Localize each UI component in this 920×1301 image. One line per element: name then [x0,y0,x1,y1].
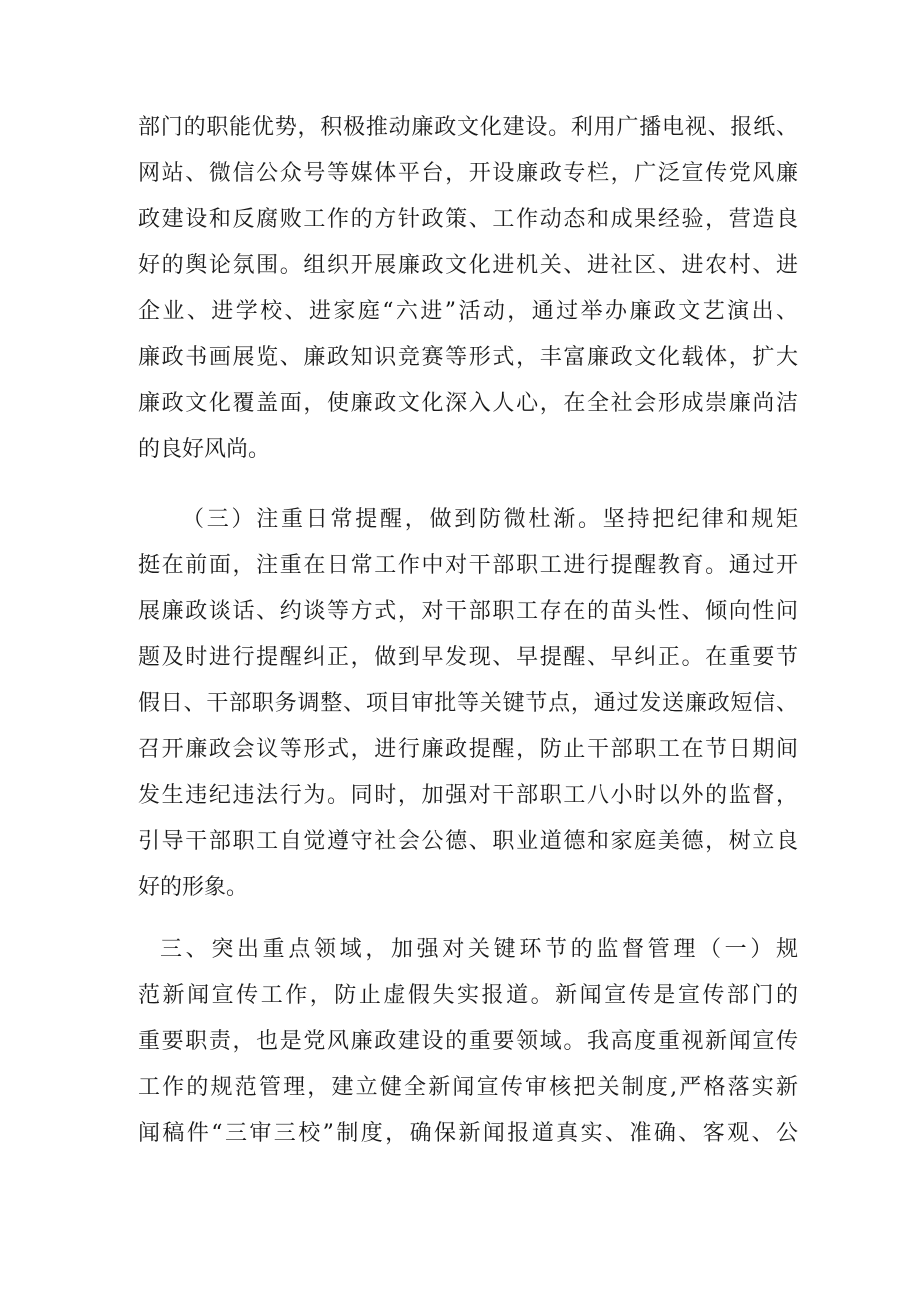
section-heading-line: （三）注重日常提醒，做到防微杜渐。坚持把纪律和规矩 [182,507,798,532]
paragraph-line: 政建设和反腐败工作的方针政策、工作动态和成果经验，营造良 [138,207,798,232]
paragraph-line: 好的形象。 [138,875,249,900]
paragraph-line: 廉政文化覆盖面，使廉政文化深入人心，在全社会形成崇廉尚洁 [138,391,798,416]
paragraph-line: 工作的规范管理，建立健全新闻宣传审核把关制度,严格落实新 [138,1075,798,1100]
paragraph-line: 廉政书画展览、廉政知识竞赛等形式，丰富廉政文化载体，扩大 [138,345,798,370]
paragraph-line: 的良好风尚。 [138,437,271,462]
paragraph-line: 闻稿件“三审三校”制度，确保新闻报道真实、准确、客观、公 [138,1121,798,1146]
paragraph-line: 引导干部职工自觉遵守社会公德、职业道德和家庭美德，树立良 [138,829,798,854]
paragraph-line: 召开廉政会议等形式，进行廉政提醒，防止干部职工在节日期间 [138,737,798,762]
paragraph-line: 题及时进行提醒纠正，做到早发现、早提醒、早纠正。在重要节 [138,645,798,670]
paragraph-line: 范新闻宣传工作，防止虚假失实报道。新闻宣传是宣传部门的 [138,983,798,1008]
paragraph-line: 部门的职能优势，积极推动廉政文化建设。利用广播电视、报纸、 [138,115,798,140]
section-heading-line: 三、突出重点领域，加强对关键环节的监督管理（一）规 [160,937,798,962]
paragraph-line: 重要职责，也是党风廉政建设的重要领域。我高度重视新闻宣传 [138,1029,798,1054]
paragraph-line: 挺在前面，注重在日常工作中对干部职工进行提醒教育。通过开 [138,553,798,578]
paragraph-line: 企业、进学校、进家庭“六进”活动，通过举办廉政文艺演出、 [138,299,798,324]
paragraph-line: 好的舆论氛围。组织开展廉政文化进机关、进社区、进农村、进 [138,253,798,278]
paragraph-line: 假日、干部职务调整、项目审批等关键节点，通过发送廉政短信、 [138,691,798,716]
paragraph-line: 网站、微信公众号等媒体平台，开设廉政专栏，广泛宣传党风廉 [138,161,798,186]
paragraph-line: 展廉政谈话、约谈等方式，对干部职工存在的苗头性、倾向性问 [138,599,798,624]
paragraph-line: 发生违纪违法行为。同时，加强对干部职工八小时以外的监督， [138,783,798,808]
